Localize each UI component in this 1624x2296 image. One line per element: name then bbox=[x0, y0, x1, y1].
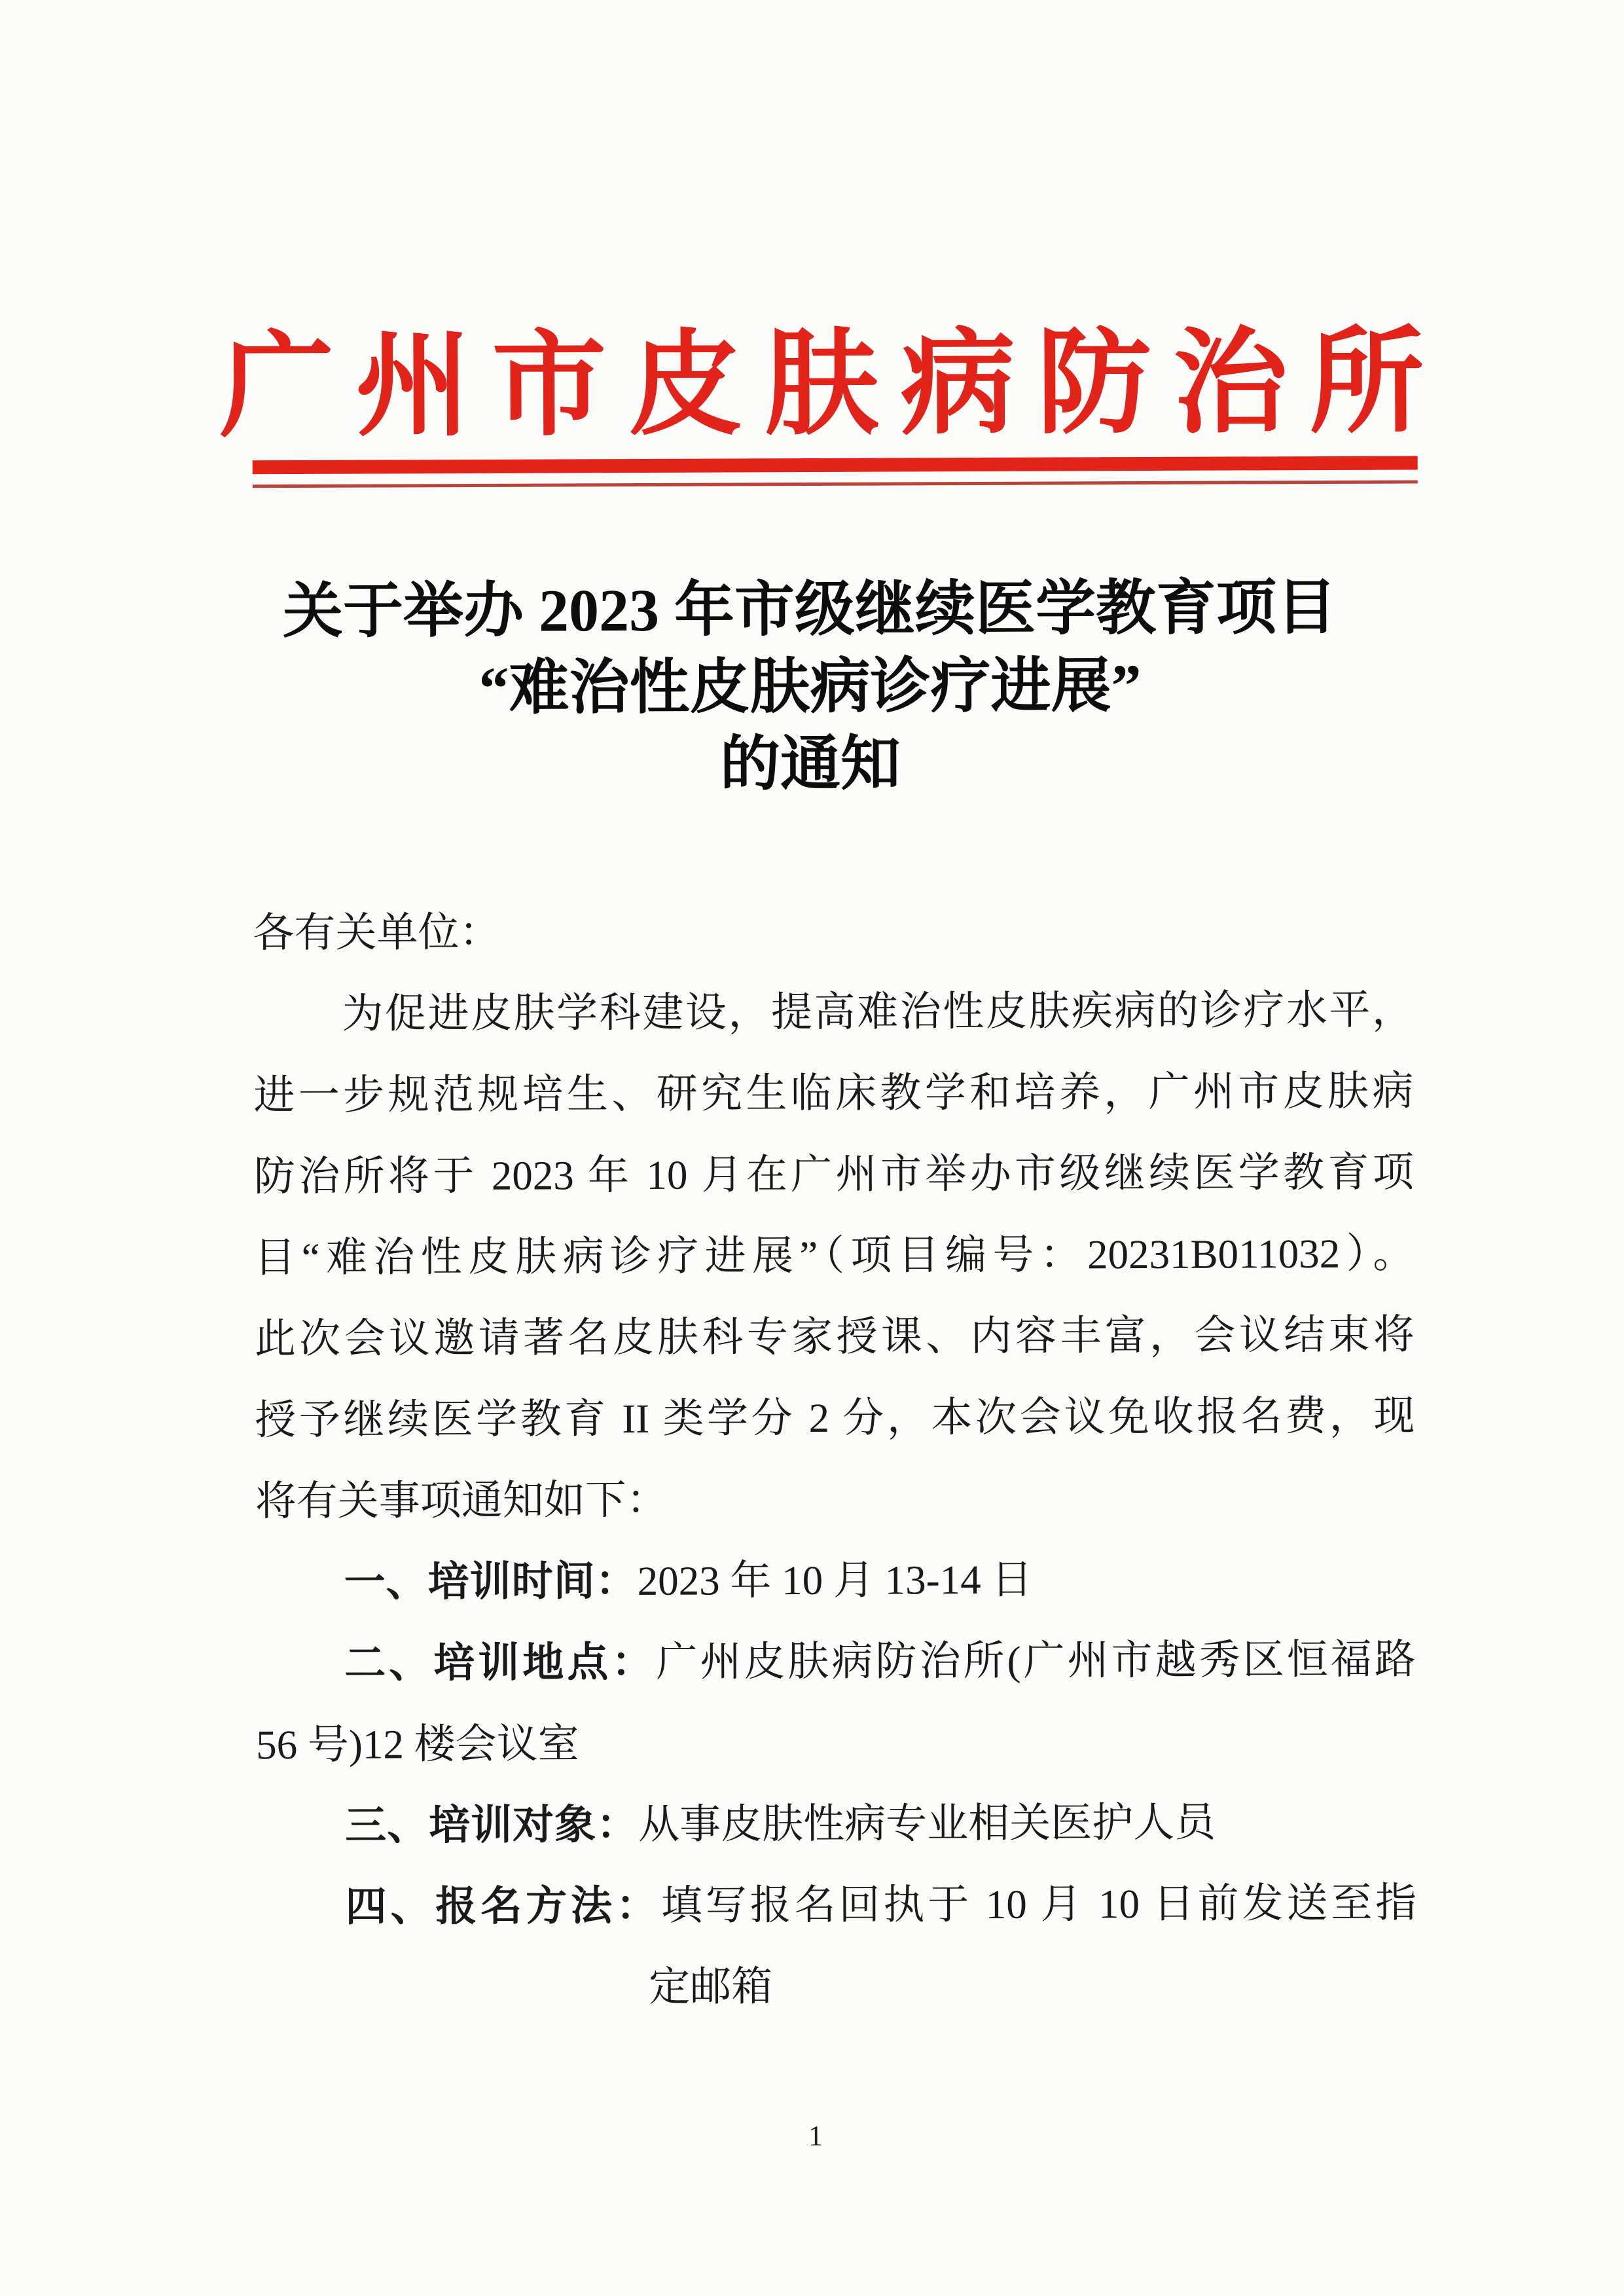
list-item-3-content: 从事皮肤性病专业相关医护人员 bbox=[638, 1799, 1216, 1848]
list-item-1-label: 一、培训时间： bbox=[344, 1558, 638, 1605]
letterhead-rule-thin bbox=[253, 480, 1418, 488]
list-item-3 bbox=[256, 1781, 1416, 1867]
document-title bbox=[0, 568, 1623, 806]
list-item-2 bbox=[256, 1618, 1416, 1704]
list-item-1 bbox=[255, 1537, 1415, 1623]
paragraph-line: 将有关事项通知如下： bbox=[255, 1476, 668, 1525]
document-title-line-3: 的通知 bbox=[719, 730, 901, 798]
document-title-line-1: 关于举办 2023 年市级继续医学教育项目 bbox=[282, 574, 1337, 646]
paragraph-line: 防治所将于 2023 年 10 月在广州市举办市级继续医学教育项 bbox=[253, 1149, 1415, 1200]
list-item-2-label: 二、培训地点： bbox=[344, 1639, 657, 1686]
salutation: 各有关单位： bbox=[253, 909, 501, 957]
list-item-1-content: 2023 年 10 月 13-14 日 bbox=[637, 1556, 1033, 1605]
list-item-4-label: 四、报名方法： bbox=[345, 1882, 662, 1930]
paragraph-line: 进一步规范规培生、研究生临床教学和培养，广州市皮肤病 bbox=[253, 1068, 1414, 1119]
list-item-4-content: 填写报名回执于 10 月 10 日前发送至指 bbox=[660, 1880, 1417, 1929]
letterhead-org-name: 广州市皮肤病防治所 bbox=[219, 319, 1424, 451]
paragraph-line: 目“难治性皮肤病诊疗进展”（项目编号：20231B011032）。 bbox=[254, 1230, 1415, 1281]
paragraph-line: 授予继续医学教育 II 类学分 2 分，本次会议免收报名费，现 bbox=[255, 1393, 1415, 1444]
document-body bbox=[253, 888, 1417, 2029]
list-item-4-continuation: 定邮箱 bbox=[649, 1963, 773, 2010]
paragraph-line: 此次会议邀请著名皮肤科专家授课、内容丰富，会议结束将 bbox=[254, 1311, 1415, 1362]
list-item-3-label: 三、培训对象： bbox=[345, 1802, 639, 1849]
page-number: 1 bbox=[808, 2119, 823, 2153]
paragraph-line: 为促进皮肤学科建设，提高难治性皮肤疾病的诊疗水平， bbox=[342, 987, 1414, 1037]
letterhead-rule-thick bbox=[253, 456, 1418, 474]
list-item-4 bbox=[257, 1862, 1416, 1948]
document-title-line-2: “难治性皮肤病诊疗进展” bbox=[478, 652, 1142, 721]
list-item-2-continuation: 56 号)12 楼会议室 bbox=[256, 1721, 579, 1768]
list-item-2-content: 广州皮肤病防治所(广州市越秀区恒福路 bbox=[656, 1636, 1416, 1685]
